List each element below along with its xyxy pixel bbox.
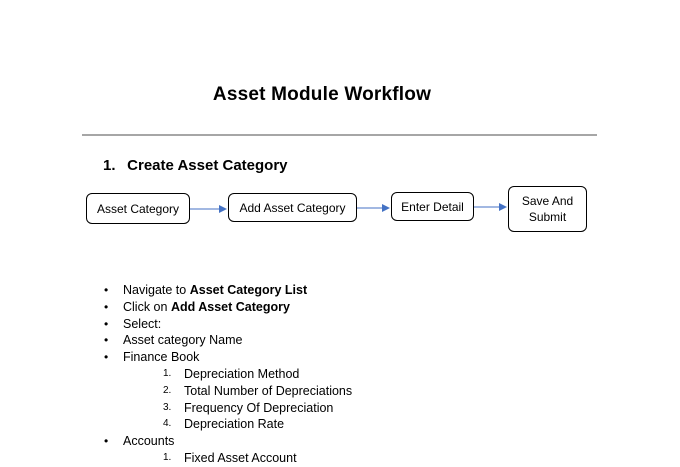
click-target: Add Asset Category xyxy=(170,299,290,314)
navigate-prefix: Navigate to xyxy=(123,283,190,297)
sub-item-label: Depreciation Rate xyxy=(184,417,285,432)
list-item-select: • Select: xyxy=(103,316,603,333)
list-item-click xyxy=(103,299,603,316)
title-divider xyxy=(82,134,597,136)
flow-step-label: Asset Category xyxy=(96,201,180,216)
page-title: Asset Module Workflow xyxy=(212,84,432,105)
flow-step-add-asset-category xyxy=(228,193,357,222)
finance-book-sublist xyxy=(123,366,603,433)
accounts-label: Accounts xyxy=(123,434,175,449)
flow-step-label: Save And Submit xyxy=(521,194,574,224)
list-item-finance-book xyxy=(103,349,603,433)
list-item-navigate xyxy=(103,282,603,299)
sub-item-number: 3. xyxy=(163,401,172,413)
section-number: 1. xyxy=(103,157,116,174)
flow-step-label: Add Asset Category xyxy=(239,200,346,215)
sub-item-number: 2. xyxy=(163,384,172,396)
sub-item-label: Total Number of Depreciations xyxy=(184,383,353,398)
list-item-category-name: • Asset category Name xyxy=(103,332,603,349)
sub-item-number: 1. xyxy=(163,451,172,463)
flow-step-label: Enter Detail xyxy=(401,199,464,214)
section-heading xyxy=(103,157,288,174)
flow-step-enter-detail xyxy=(391,192,474,221)
list-item-accounts xyxy=(103,433,603,467)
finance-book-label: Finance Book xyxy=(123,350,200,365)
accounts-sublist xyxy=(123,450,603,467)
sub-list-item xyxy=(123,416,603,433)
flow-step-save-and-submit xyxy=(508,186,587,232)
sub-item-label: Depreciation Method xyxy=(184,366,300,381)
instruction-list xyxy=(103,282,603,467)
navigate-target: Asset Category List xyxy=(189,283,308,297)
sub-item-number: 1. xyxy=(163,367,172,379)
sub-item-label: Fixed Asset Account xyxy=(184,450,297,465)
sub-list-item xyxy=(123,366,603,383)
click-prefix: Click on xyxy=(123,299,171,314)
flow-step-asset-category xyxy=(86,193,190,224)
sub-list-item xyxy=(123,400,603,417)
sub-item-label: Frequency Of Depreciation xyxy=(184,400,334,415)
sub-list-item xyxy=(123,450,603,467)
sub-item-number: 4. xyxy=(163,418,172,430)
sub-list-item xyxy=(123,383,603,400)
section-title: Create Asset Category xyxy=(127,157,288,174)
